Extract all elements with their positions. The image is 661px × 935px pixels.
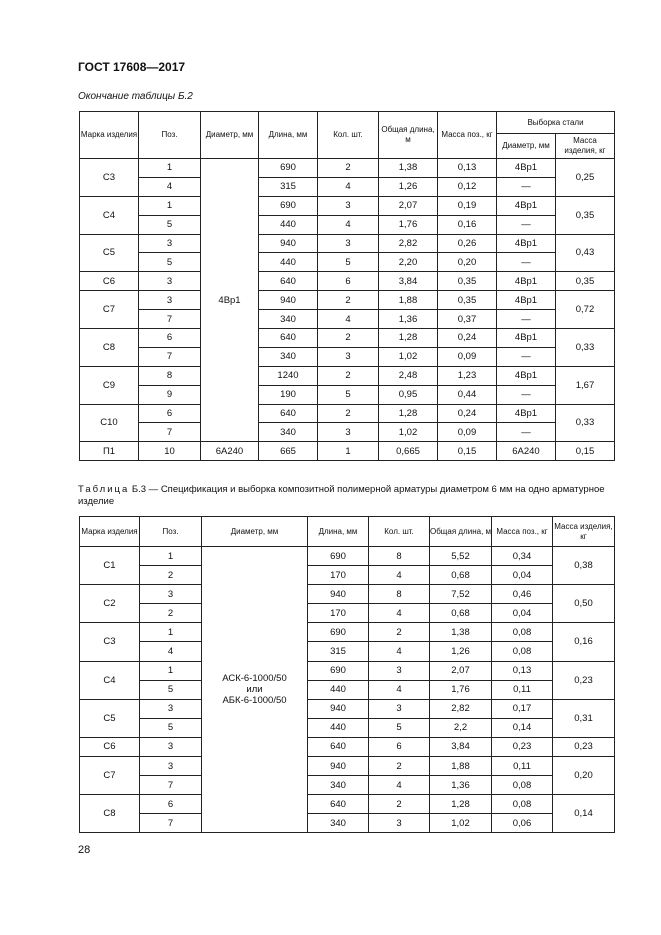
- cell-length: 170: [308, 604, 369, 623]
- cell-length: 440: [259, 215, 318, 234]
- cell-pos: 3: [140, 699, 202, 718]
- cell-mass: 0,24: [438, 329, 497, 348]
- cell-pos: 7: [139, 423, 201, 442]
- cell-mass: 0,26: [438, 234, 497, 253]
- cell-total-length: 1,36: [379, 310, 438, 329]
- cell-length: 690: [308, 661, 369, 680]
- cell-qty: 2: [318, 366, 379, 385]
- cell-qty: 8: [369, 585, 430, 604]
- cell-selection-diameter: 4Вр1: [497, 234, 556, 253]
- table-row: [80, 604, 615, 623]
- cell-pos: 3: [139, 234, 201, 253]
- table-row: [80, 234, 615, 253]
- cell-qty: 3: [369, 814, 430, 833]
- table-row: [80, 585, 615, 604]
- header-total-length: Общая длина, м: [379, 112, 438, 159]
- table-row: [80, 757, 615, 776]
- cell-pos: 3: [140, 757, 202, 776]
- cell-mass: 0,08: [492, 642, 553, 661]
- header-product-mass: Масса изделия, кг: [556, 134, 615, 159]
- cell-mass: 0,19: [438, 196, 497, 215]
- header-mark: Марка изделия: [80, 517, 140, 547]
- cell-product-mass: 0,35: [556, 272, 615, 291]
- document-title: ГОСТ 17608—2017: [78, 60, 186, 74]
- cell-qty: 5: [369, 718, 430, 737]
- cell-pos: 3: [140, 585, 202, 604]
- cell-length: 440: [259, 253, 318, 272]
- cell-length: 340: [308, 776, 369, 795]
- cell-pos: 3: [140, 737, 202, 756]
- cell-mass: 0,08: [492, 776, 553, 795]
- cell-selection-diameter: —: [497, 177, 556, 196]
- cell-mass: 0,15: [438, 442, 497, 461]
- cell-mass: 0,17: [492, 699, 553, 718]
- cell-length: 440: [308, 680, 369, 699]
- cell-qty: 3: [318, 234, 379, 253]
- table-row: [80, 718, 615, 737]
- cell-total-length: 2,48: [379, 366, 438, 385]
- cell-pos: 5: [140, 718, 202, 737]
- cell-mass: 0,20: [438, 253, 497, 272]
- cell-mass: 0,11: [492, 757, 553, 776]
- cell-qty: 2: [318, 404, 379, 423]
- cell-qty: 3: [318, 196, 379, 215]
- cell-pos: 1: [139, 159, 201, 178]
- cell-product-mass: 0,23: [553, 737, 615, 756]
- cell-pos: 2: [140, 566, 202, 585]
- diameter-line: АБК-6-1000/50: [222, 695, 287, 707]
- cell-qty: 4: [318, 177, 379, 196]
- header-mark: Марка изделия: [80, 112, 139, 159]
- cell-selection-diameter: —: [497, 423, 556, 442]
- page-number: 28: [78, 844, 91, 856]
- table-row: [80, 347, 615, 366]
- cell-selection-diameter: 4Вр1: [497, 366, 556, 385]
- cell-length: 1240: [259, 366, 318, 385]
- cell-product-mass: 0,33: [556, 404, 615, 442]
- cell-selection-diameter: 4Вр1: [497, 272, 556, 291]
- cell-pos: 4: [139, 177, 201, 196]
- cell-total-length: 1,02: [379, 347, 438, 366]
- cell-pos: 3: [139, 272, 201, 291]
- cell-pos: 8: [139, 366, 201, 385]
- cell-length: 315: [308, 642, 369, 661]
- cell-mass: 0,46: [492, 585, 553, 604]
- cell-selection-diameter: 4Вр1: [497, 291, 556, 310]
- table-b2: [79, 111, 615, 461]
- cell-pos: 9: [139, 385, 201, 404]
- cell-length: 340: [259, 347, 318, 366]
- cell-pos: 5: [139, 215, 201, 234]
- diameter-line: или: [246, 684, 263, 696]
- cell-mark: С5: [80, 234, 139, 272]
- cell-selection-diameter: —: [497, 253, 556, 272]
- header-mass: Масса поз., кг: [438, 112, 497, 159]
- cell-mass: 0,34: [492, 547, 553, 566]
- cell-total-length: 1,02: [430, 814, 492, 833]
- cell-qty: 2: [318, 329, 379, 348]
- cell-qty: 1: [318, 442, 379, 461]
- cell-length: 640: [308, 795, 369, 814]
- cell-mark: С1: [80, 547, 140, 585]
- cell-product-mass: 0,31: [553, 699, 615, 737]
- table-row: [80, 215, 615, 234]
- cell-mark: С6: [80, 272, 139, 291]
- header-mass: Масса поз., кг: [492, 517, 553, 547]
- cell-mass: 0,11: [492, 680, 553, 699]
- header-length: Длина, мм: [308, 517, 369, 547]
- header-qty: Кол. шт.: [369, 517, 430, 547]
- cell-total-length: 1,26: [430, 642, 492, 661]
- cell-length: 340: [308, 814, 369, 833]
- cell-mark: С3: [80, 623, 140, 661]
- table-row: [80, 196, 615, 215]
- cell-length: 440: [308, 718, 369, 737]
- cell-qty: 2: [369, 795, 430, 814]
- cell-total-length: 2,82: [379, 234, 438, 253]
- cell-qty: 3: [369, 661, 430, 680]
- cell-total-length: 1,76: [379, 215, 438, 234]
- cell-product-mass: 0,35: [556, 196, 615, 234]
- cell-mass: 0,37: [438, 310, 497, 329]
- cell-qty: 4: [369, 776, 430, 795]
- table-row: [80, 253, 615, 272]
- cell-mass: 0,12: [438, 177, 497, 196]
- cell-length: 690: [259, 196, 318, 215]
- table2-caption-label: Таблица: [78, 484, 130, 495]
- cell-length: 665: [259, 442, 318, 461]
- cell-pos: 1: [140, 661, 202, 680]
- cell-total-length: 1,28: [430, 795, 492, 814]
- table-row: [80, 680, 615, 699]
- cell-mark: П1: [80, 442, 139, 461]
- table-row: [80, 366, 615, 385]
- cell-pos: 6: [139, 404, 201, 423]
- cell-selection-diameter: —: [497, 347, 556, 366]
- cell-product-mass: 0,23: [553, 661, 615, 699]
- cell-total-length: 7,52: [430, 585, 492, 604]
- cell-qty: 4: [369, 604, 430, 623]
- cell-product-mass: 0,14: [553, 795, 615, 833]
- cell-total-length: 0,68: [430, 604, 492, 623]
- cell-pos: 7: [139, 310, 201, 329]
- cell-selection-diameter: 6А240: [497, 442, 556, 461]
- cell-selection-diameter: —: [497, 310, 556, 329]
- cell-total-length: 1,38: [379, 159, 438, 178]
- cell-mark: С7: [80, 291, 139, 329]
- cell-total-length: 5,52: [430, 547, 492, 566]
- cell-mass: 0,09: [438, 347, 497, 366]
- cell-qty: 3: [318, 423, 379, 442]
- cell-qty: 4: [369, 680, 430, 699]
- cell-length: 940: [308, 585, 369, 604]
- cell-total-length: 2,2: [430, 718, 492, 737]
- cell-qty: 2: [318, 159, 379, 178]
- cell-total-length: 0,68: [430, 566, 492, 585]
- cell-pos: 4: [140, 642, 202, 661]
- cell-mass: 0,06: [492, 814, 553, 833]
- header-steel-selection: Выборка стали: [497, 112, 615, 134]
- cell-mass: 0,14: [492, 718, 553, 737]
- table-row: [80, 699, 615, 718]
- cell-total-length: 1,38: [430, 623, 492, 642]
- table-row: [80, 547, 615, 566]
- cell-mark: С9: [80, 366, 139, 404]
- header-qty: Кол. шт.: [318, 112, 379, 159]
- table-row: [80, 623, 615, 642]
- cell-mark: С4: [80, 661, 140, 699]
- cell-mass: 0,09: [438, 423, 497, 442]
- table2-caption: [78, 484, 618, 508]
- diameter-line: АСК-6-1000/50: [222, 673, 287, 685]
- header-diameter: Диаметр, мм: [202, 517, 308, 547]
- cell-qty: 2: [369, 623, 430, 642]
- cell-length: 690: [308, 547, 369, 566]
- table-row: [80, 329, 615, 348]
- table-row: [80, 310, 615, 329]
- cell-length: 170: [308, 566, 369, 585]
- cell-selection-diameter: 4Вр1: [497, 329, 556, 348]
- cell-total-length: 1,36: [430, 776, 492, 795]
- header-pos: Поз.: [140, 517, 202, 547]
- cell-product-mass: 0,16: [553, 623, 615, 661]
- table-row: [80, 385, 615, 404]
- cell-length: 340: [259, 310, 318, 329]
- cell-length: 340: [259, 423, 318, 442]
- cell-total-length: 3,84: [430, 737, 492, 756]
- cell-diameter: [202, 547, 308, 833]
- cell-qty: 2: [369, 757, 430, 776]
- table1-caption: Окончание таблицы Б.2: [78, 91, 193, 102]
- cell-mark: С8: [80, 795, 140, 833]
- cell-total-length: 0,665: [379, 442, 438, 461]
- cell-pos: 3: [139, 291, 201, 310]
- cell-total-length: 1,88: [430, 757, 492, 776]
- cell-mass: 0,35: [438, 272, 497, 291]
- cell-total-length: 2,20: [379, 253, 438, 272]
- cell-product-mass: 0,43: [556, 234, 615, 272]
- cell-qty: 5: [318, 253, 379, 272]
- cell-pos: 6: [140, 795, 202, 814]
- table-row: [80, 642, 615, 661]
- table-row: [80, 159, 615, 178]
- cell-mark: С7: [80, 757, 140, 795]
- cell-selection-diameter: 4Вр1: [497, 404, 556, 423]
- cell-diameter: 4Вр1: [201, 159, 259, 442]
- cell-qty: 4: [318, 310, 379, 329]
- cell-mark: С6: [80, 737, 140, 756]
- cell-length: 690: [308, 623, 369, 642]
- cell-mass: 1,23: [438, 366, 497, 385]
- cell-length: 640: [259, 404, 318, 423]
- cell-diameter: 6А240: [201, 442, 259, 461]
- header-total-length: Общая длина, м: [430, 517, 492, 547]
- cell-pos: 1: [140, 547, 202, 566]
- header-selection-diameter: Диаметр, мм: [497, 134, 556, 159]
- cell-pos: 5: [140, 680, 202, 699]
- cell-length: 940: [308, 757, 369, 776]
- cell-product-mass: 1,67: [556, 366, 615, 404]
- cell-total-length: 2,82: [430, 699, 492, 718]
- cell-qty: 3: [318, 347, 379, 366]
- header-length: Длина, мм: [259, 112, 318, 159]
- header-diameter: Диаметр, мм: [201, 112, 259, 159]
- cell-length: 315: [259, 177, 318, 196]
- cell-length: 640: [259, 329, 318, 348]
- table-row: [80, 795, 615, 814]
- table-row: [80, 737, 615, 756]
- table-row: [80, 776, 615, 795]
- cell-total-length: 0,95: [379, 385, 438, 404]
- cell-total-length: 1,28: [379, 329, 438, 348]
- cell-pos: 1: [139, 196, 201, 215]
- cell-length: 940: [259, 291, 318, 310]
- cell-length: 940: [308, 699, 369, 718]
- table-row: [80, 423, 615, 442]
- cell-mass: 0,08: [492, 623, 553, 642]
- cell-selection-diameter: 4Вр1: [497, 196, 556, 215]
- cell-qty: 5: [318, 385, 379, 404]
- cell-total-length: 1,26: [379, 177, 438, 196]
- cell-product-mass: 0,50: [553, 585, 615, 623]
- cell-product-mass: 0,38: [553, 547, 615, 585]
- header-pos: Поз.: [139, 112, 201, 159]
- cell-pos: 6: [139, 329, 201, 348]
- cell-mark: С5: [80, 699, 140, 737]
- cell-mark: С10: [80, 404, 139, 442]
- cell-qty: 8: [369, 547, 430, 566]
- cell-mass: 0,13: [492, 661, 553, 680]
- cell-total-length: 2,07: [430, 661, 492, 680]
- cell-pos: 7: [140, 814, 202, 833]
- cell-qty: 6: [369, 737, 430, 756]
- cell-length: 690: [259, 159, 318, 178]
- header-product-mass: Масса изделия, кг: [553, 517, 615, 547]
- cell-total-length: 3,84: [379, 272, 438, 291]
- cell-mass: 0,04: [492, 566, 553, 585]
- cell-total-length: 1,02: [379, 423, 438, 442]
- cell-qty: 4: [369, 642, 430, 661]
- cell-mark: С3: [80, 159, 139, 197]
- table-row: [80, 272, 615, 291]
- cell-product-mass: 0,20: [553, 757, 615, 795]
- table-row: [80, 177, 615, 196]
- table-row: [80, 291, 615, 310]
- cell-total-length: 1,76: [430, 680, 492, 699]
- cell-qty: 3: [369, 699, 430, 718]
- cell-pos: 7: [140, 776, 202, 795]
- cell-product-mass: 0,25: [556, 159, 615, 197]
- cell-length: 640: [308, 737, 369, 756]
- cell-pos: 10: [139, 442, 201, 461]
- cell-total-length: 1,88: [379, 291, 438, 310]
- cell-length: 640: [259, 272, 318, 291]
- cell-product-mass: 0,15: [556, 442, 615, 461]
- cell-length: 190: [259, 385, 318, 404]
- cell-mark: С4: [80, 196, 139, 234]
- cell-pos: 5: [139, 253, 201, 272]
- cell-mass: 0,13: [438, 159, 497, 178]
- cell-mass: 0,44: [438, 385, 497, 404]
- cell-pos: 1: [140, 623, 202, 642]
- cell-product-mass: 0,72: [556, 291, 615, 329]
- cell-qty: 4: [318, 215, 379, 234]
- table-row: [80, 442, 615, 461]
- cell-length: 940: [259, 234, 318, 253]
- cell-mass: 0,08: [492, 795, 553, 814]
- cell-total-length: 2,07: [379, 196, 438, 215]
- cell-pos: 2: [140, 604, 202, 623]
- cell-mark: С2: [80, 585, 140, 623]
- table-row: [80, 566, 615, 585]
- cell-mark: С8: [80, 329, 139, 367]
- cell-qty: 4: [369, 566, 430, 585]
- cell-mass: 0,23: [492, 737, 553, 756]
- table2-caption-text: Б.3 — Спецификация и выборка композитной полимерной арматуры диаметром 6 мм на одно арматурное изделие: [78, 484, 605, 507]
- cell-pos: 7: [139, 347, 201, 366]
- cell-mass: 0,24: [438, 404, 497, 423]
- table-b3: [79, 516, 615, 833]
- cell-mass: 0,16: [438, 215, 497, 234]
- cell-qty: 6: [318, 272, 379, 291]
- cell-selection-diameter: —: [497, 385, 556, 404]
- cell-mass: 0,04: [492, 604, 553, 623]
- cell-qty: 2: [318, 291, 379, 310]
- table-row: [80, 404, 615, 423]
- cell-product-mass: 0,33: [556, 329, 615, 367]
- cell-mass: 0,35: [438, 291, 497, 310]
- cell-selection-diameter: 4Вр1: [497, 159, 556, 178]
- cell-selection-diameter: —: [497, 215, 556, 234]
- table-row: [80, 814, 615, 833]
- table-row: [80, 661, 615, 680]
- cell-total-length: 1,28: [379, 404, 438, 423]
